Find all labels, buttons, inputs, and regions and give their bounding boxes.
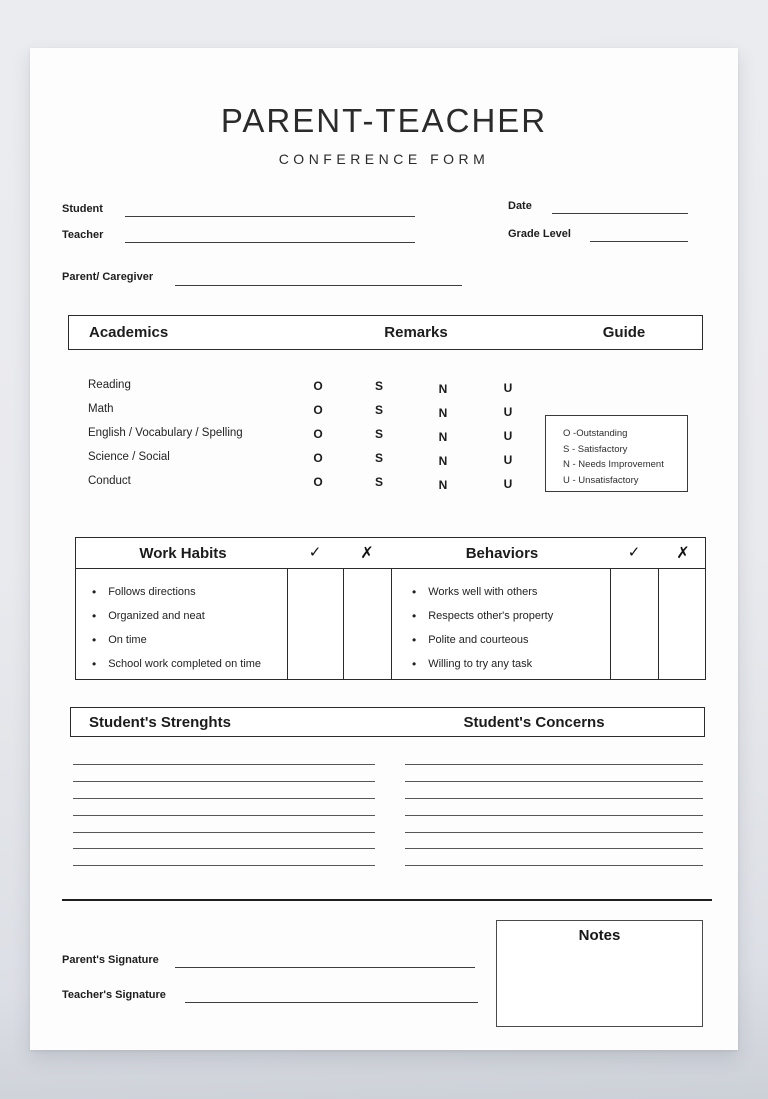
habits-behaviors-header-row: [76, 538, 705, 569]
behaviors-list: [412, 580, 607, 676]
remark-option-n[interactable]: N: [438, 430, 448, 444]
parent-caregiver-label: Parent/ Caregiver: [62, 271, 154, 283]
writing-line[interactable]: [405, 815, 703, 816]
writing-line[interactable]: [405, 781, 703, 782]
work-habits-cross-icon: ✗: [360, 543, 374, 562]
list-item-label: Willing to try any task: [428, 658, 533, 670]
writing-line[interactable]: [73, 781, 375, 782]
writing-line[interactable]: [405, 832, 703, 833]
teacher-signature-label: Teacher's Signature: [62, 989, 166, 1001]
bullet-icon: •: [92, 609, 97, 623]
remark-option-n[interactable]: N: [438, 406, 448, 420]
list-item: [92, 628, 282, 652]
page-title: PARENT-TEACHER: [220, 102, 548, 139]
remark-option-u[interactable]: U: [503, 429, 513, 443]
teacher-signature-line[interactable]: [185, 1002, 478, 1003]
remark-option-n[interactable]: N: [438, 478, 448, 492]
list-item: [412, 652, 607, 676]
writing-line[interactable]: [405, 798, 703, 799]
bullet-icon: •: [412, 609, 417, 623]
guide-column-header: Guide: [602, 324, 646, 341]
strengths-writing-lines[interactable]: [73, 764, 375, 882]
remark-option-o[interactable]: O: [313, 379, 323, 393]
work-habits-check-cells[interactable]: [287, 569, 343, 679]
academic-subject-label: English / Vocabulary / Spelling: [88, 427, 243, 439]
bullet-icon: •: [92, 585, 97, 599]
writing-line[interactable]: [73, 764, 375, 765]
behaviors-check-icon: ✓: [627, 543, 641, 561]
remark-option-s[interactable]: S: [374, 475, 384, 489]
work-habits-title: Work Habits: [139, 545, 227, 562]
remark-option-u[interactable]: U: [503, 453, 513, 467]
writing-line[interactable]: [73, 865, 375, 866]
teacher-input-line[interactable]: [125, 242, 415, 243]
remark-option-o[interactable]: O: [313, 403, 323, 417]
notes-box[interactable]: [496, 920, 703, 1027]
writing-line[interactable]: [73, 815, 375, 816]
writing-line[interactable]: [73, 798, 375, 799]
list-item-label: Follows directions: [108, 586, 196, 598]
list-item: [92, 580, 282, 604]
remark-option-o[interactable]: O: [313, 475, 323, 489]
notes-title: Notes: [578, 927, 621, 944]
academic-subject-label: Reading: [88, 379, 131, 391]
parent-signature-line[interactable]: [175, 967, 475, 968]
academic-subject-label: Conduct: [88, 475, 131, 487]
footer-divider: [62, 899, 712, 901]
list-item-label: Works well with others: [428, 586, 538, 598]
academics-column-header: Academics: [89, 324, 169, 341]
guide-legend-entry: U - Unsatisfactory: [563, 474, 639, 486]
remark-option-n[interactable]: N: [438, 454, 448, 468]
list-item-label: Respects other's property: [428, 610, 554, 622]
concerns-title: Student's Concerns: [463, 713, 605, 731]
list-item: [92, 652, 282, 676]
student-input-line[interactable]: [125, 216, 415, 217]
list-item: [412, 580, 607, 604]
parent-signature-label: Parent's Signature: [62, 954, 159, 966]
remark-option-u[interactable]: U: [503, 405, 513, 419]
habits-behaviors-table: [75, 537, 706, 680]
bullet-icon: •: [92, 633, 97, 647]
writing-line[interactable]: [73, 848, 375, 849]
strengths-concerns-header-box: [70, 707, 705, 737]
guide-legend-entry: S - Satisfactory: [563, 443, 628, 455]
writing-line[interactable]: [405, 848, 703, 849]
behaviors-title: Behaviors: [465, 545, 539, 562]
bullet-icon: •: [412, 633, 417, 647]
remark-option-s[interactable]: S: [374, 451, 384, 465]
concerns-writing-lines[interactable]: [405, 764, 703, 882]
remark-option-o[interactable]: O: [313, 427, 323, 441]
guide-legend-entry: O -Outstanding: [563, 428, 628, 439]
remark-option-n[interactable]: N: [438, 382, 448, 396]
academic-row: [88, 379, 648, 395]
strengths-title: Student's Strenghts: [89, 713, 231, 731]
form-page: [30, 48, 738, 1050]
list-item: [412, 604, 607, 628]
page-subtitle: CONFERENCE FORM: [278, 151, 490, 167]
remark-option-u[interactable]: U: [503, 477, 513, 491]
behaviors-check-cells[interactable]: [610, 569, 658, 679]
list-item-label: Polite and courteous: [428, 634, 529, 646]
remark-option-o[interactable]: O: [313, 451, 323, 465]
teacher-label: Teacher: [62, 229, 104, 241]
grade-level-label: Grade Level: [508, 228, 571, 240]
remark-option-s[interactable]: S: [374, 379, 384, 393]
remarks-column-header: Remarks: [384, 324, 448, 341]
academic-subject-label: Math: [88, 403, 114, 415]
behaviors-cross-icon: ✗: [676, 543, 690, 562]
list-item: [92, 604, 282, 628]
grade-level-input-line[interactable]: [590, 241, 688, 242]
list-item-label: On time: [108, 634, 147, 646]
behaviors-cross-cells[interactable]: [658, 569, 659, 679]
list-item-label: School work completed on time: [108, 658, 262, 670]
academic-subject-label: Science / Social: [88, 451, 170, 463]
writing-line[interactable]: [73, 832, 375, 833]
parent-caregiver-input-line[interactable]: [175, 285, 462, 286]
writing-line[interactable]: [405, 764, 703, 765]
date-input-line[interactable]: [552, 213, 688, 214]
list-item: [412, 628, 607, 652]
list-item-label: Organized and neat: [108, 610, 205, 622]
writing-line[interactable]: [405, 865, 703, 866]
bullet-icon: •: [412, 657, 417, 671]
bullet-icon: •: [92, 657, 97, 671]
work-habits-cross-cells[interactable]: [343, 569, 391, 679]
date-label: Date: [508, 200, 532, 212]
student-label: Student: [62, 203, 103, 215]
remark-option-s[interactable]: S: [374, 403, 384, 417]
guide-legend-entry: N - Needs Improvement: [563, 459, 664, 470]
guide-legend-box: [545, 415, 688, 492]
academics-header-box: [68, 315, 703, 350]
bullet-icon: •: [412, 585, 417, 599]
remark-option-s[interactable]: S: [374, 427, 384, 441]
work-habits-check-icon: ✓: [308, 543, 322, 561]
remark-option-u[interactable]: U: [503, 381, 513, 395]
work-habits-list: [92, 580, 282, 676]
